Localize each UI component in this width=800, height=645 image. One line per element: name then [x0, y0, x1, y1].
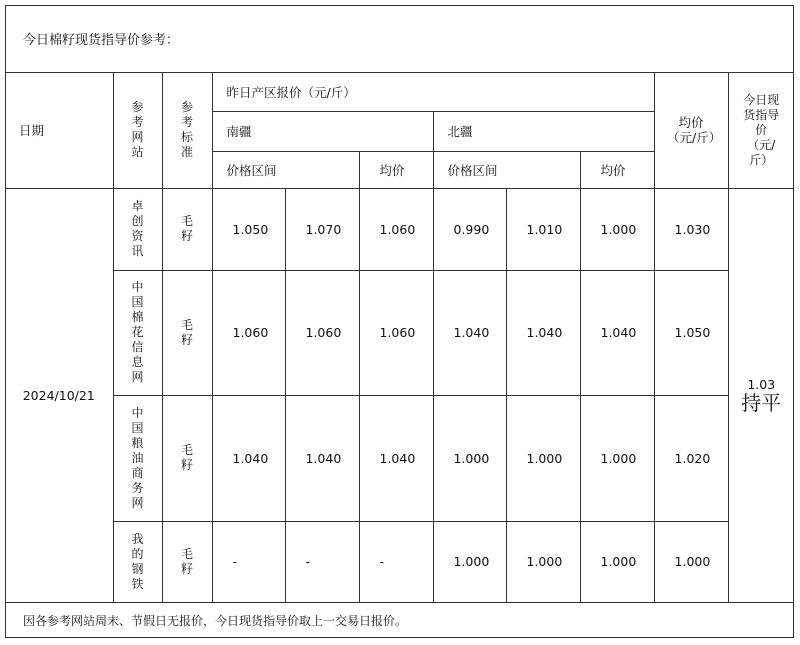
south-avg: 1.060 — [359, 270, 433, 395]
south-low: - — [212, 521, 285, 602]
header-south: 南疆 — [212, 111, 433, 151]
north-high: 1.010 — [506, 188, 580, 270]
standard-cell: 毛籽 — [162, 521, 212, 602]
avg-cell: 1.050 — [654, 270, 728, 395]
today-price: 1.03 — [747, 376, 776, 392]
site-cell: 中国粮油商务网 — [113, 395, 162, 521]
site-cell: 卓创资讯 — [113, 188, 162, 270]
south-avg: 1.060 — [359, 188, 433, 270]
header-site: 参考网站 — [113, 73, 162, 188]
north-low: 1.000 — [433, 395, 506, 521]
north-low: 1.000 — [433, 521, 506, 602]
north-low: 0.990 — [433, 188, 506, 270]
table-row — [5, 395, 794, 521]
header-south-avg: 均价 — [359, 151, 433, 188]
south-low: 1.040 — [212, 395, 285, 521]
south-low: 1.050 — [212, 188, 285, 270]
table-row — [5, 521, 794, 602]
north-high: 1.000 — [506, 521, 580, 602]
south-high: 1.060 — [285, 270, 359, 395]
north-low: 1.040 — [433, 270, 506, 395]
today-price-cell — [728, 188, 794, 602]
header-north-avg: 均价 — [580, 151, 654, 188]
price-table — [5, 73, 794, 603]
south-high: 1.070 — [285, 188, 359, 270]
table-row — [5, 188, 794, 270]
south-avg: - — [359, 521, 433, 602]
date-cell: 2024/10/21 — [5, 188, 113, 602]
south-avg: 1.040 — [359, 395, 433, 521]
header-avg-unit: 均价（元/斤） — [654, 73, 728, 188]
north-avg: 1.000 — [580, 395, 654, 521]
header-south-range: 价格区间 — [212, 151, 359, 188]
header-standard: 参考标准 — [162, 73, 212, 188]
north-avg: 1.040 — [580, 270, 654, 395]
standard-cell: 毛籽 — [162, 188, 212, 270]
table-row — [5, 270, 794, 395]
header-date: 日期 — [5, 73, 113, 188]
north-avg: 1.000 — [580, 521, 654, 602]
north-high: 1.040 — [506, 270, 580, 395]
avg-cell: 1.020 — [654, 395, 728, 521]
north-avg: 1.000 — [580, 188, 654, 270]
caption: 今日棉籽现货指导价参考： — [5, 5, 794, 73]
header-today: 今日现货指导价（元/斤） — [728, 73, 794, 188]
header-yesterday: 昨日产区报价（元/斤） — [212, 73, 654, 111]
standard-cell: 毛籽 — [162, 395, 212, 521]
footnote: 因各参考网站周末、节假日无报价，今日现货指导价取上一交易日报价。 — [5, 602, 794, 638]
avg-cell: 1.030 — [654, 188, 728, 270]
avg-cell: 1.000 — [654, 521, 728, 602]
header-north-range: 价格区间 — [433, 151, 580, 188]
site-cell: 我的钢铁 — [113, 521, 162, 602]
south-low: 1.060 — [212, 270, 285, 395]
south-high: 1.040 — [285, 395, 359, 521]
header-north: 北疆 — [433, 111, 654, 151]
standard-cell: 毛籽 — [162, 270, 212, 395]
site-cell: 中国棉花信息网 — [113, 270, 162, 395]
south-high: - — [285, 521, 359, 602]
north-high: 1.000 — [506, 395, 580, 521]
today-trend: 持平 — [741, 390, 782, 415]
